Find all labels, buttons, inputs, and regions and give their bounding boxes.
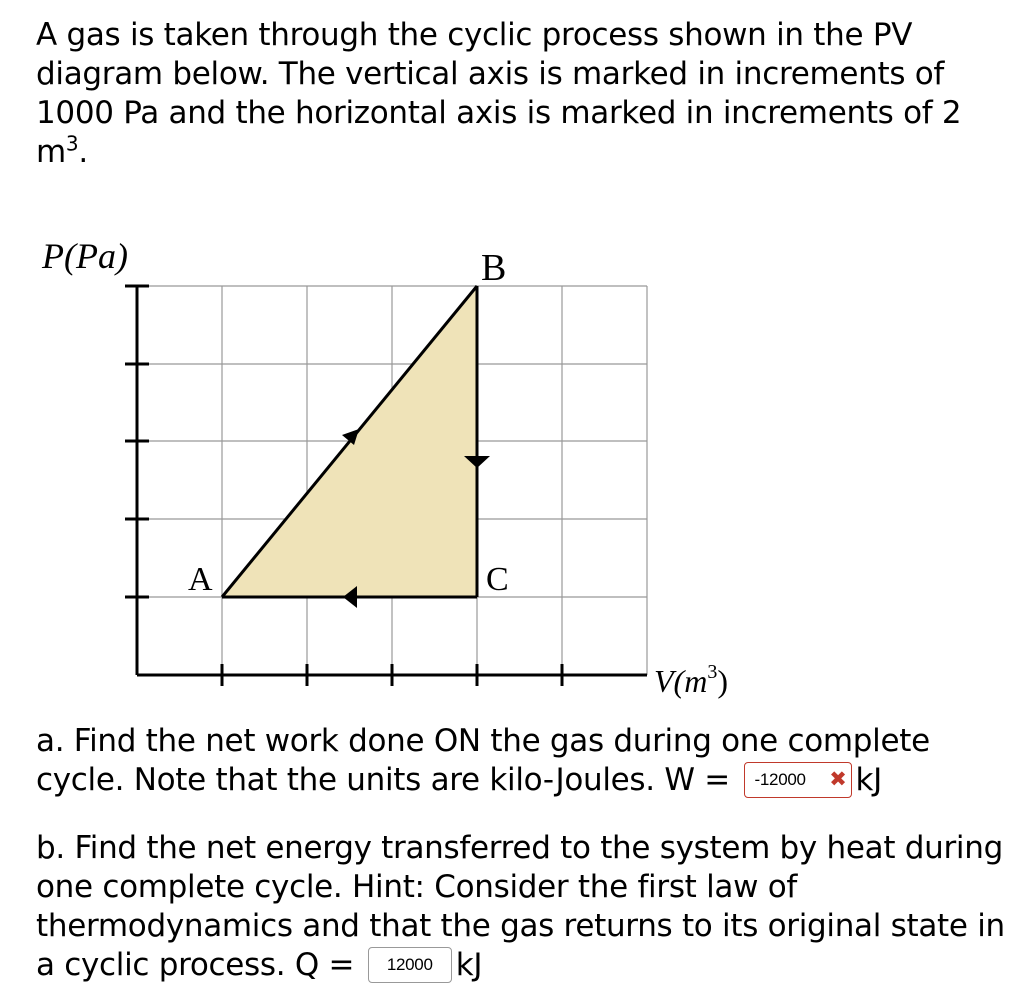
question-b-line-4 — [36, 946, 1006, 985]
question-a-prompt: cycle. Note that the units are kilo-Joules. W = — [36, 762, 740, 798]
work-answer-value: -12000 — [754, 769, 806, 789]
x-axis-label-main: V(m — [654, 663, 708, 699]
question-b — [36, 829, 1006, 985]
intro-line-3 — [36, 94, 1016, 172]
heat-answer-field[interactable]: 12000 — [368, 947, 452, 983]
point-label-b: B — [481, 247, 507, 289]
point-label-a: A — [188, 561, 213, 598]
pv-diagram-svg — [0, 220, 800, 720]
x-axis-label — [654, 661, 728, 699]
pv-diagram — [0, 220, 800, 720]
problem-statement — [36, 16, 1016, 172]
work-answer-field[interactable] — [744, 762, 852, 798]
question-a-line-1: a. Find the net work done ON the gas during one complete — [36, 723, 930, 759]
point-label-c: C — [486, 561, 509, 598]
x-axis-label-end: ) — [717, 663, 728, 699]
x-axis-label-sup: 3 — [707, 661, 718, 683]
y-axis-label: P(Pa) — [42, 236, 128, 276]
question-a-line-2 — [36, 761, 1006, 800]
intro-line-1: A gas is taken through the cyclic process shown in the PV — [36, 17, 913, 53]
question-b-unit: kJ — [455, 947, 483, 983]
intro-line-3-main: 1000 Pa and the horizontal axis is marked in increments of 2 m — [36, 95, 962, 170]
question-b-line-2: one complete cycle. Hint: Consider the first law of — [36, 869, 797, 905]
intro-line-3-end: . — [78, 134, 88, 170]
question-a-unit: kJ — [855, 762, 883, 798]
question-a — [36, 722, 1006, 800]
intro-line-2: diagram below. The vertical axis is marked in increments of — [36, 56, 945, 92]
intro-exponent: 3 — [65, 131, 79, 156]
x-mark-icon: ✖ — [829, 767, 847, 791]
question-b-line-1: b. Find the net energy transferred to the system by heat during — [36, 830, 1003, 866]
question-b-prompt: a cyclic process. Q = — [36, 947, 364, 983]
question-b-line-3: thermodynamics and that the gas returns to its original state in — [36, 908, 1005, 944]
